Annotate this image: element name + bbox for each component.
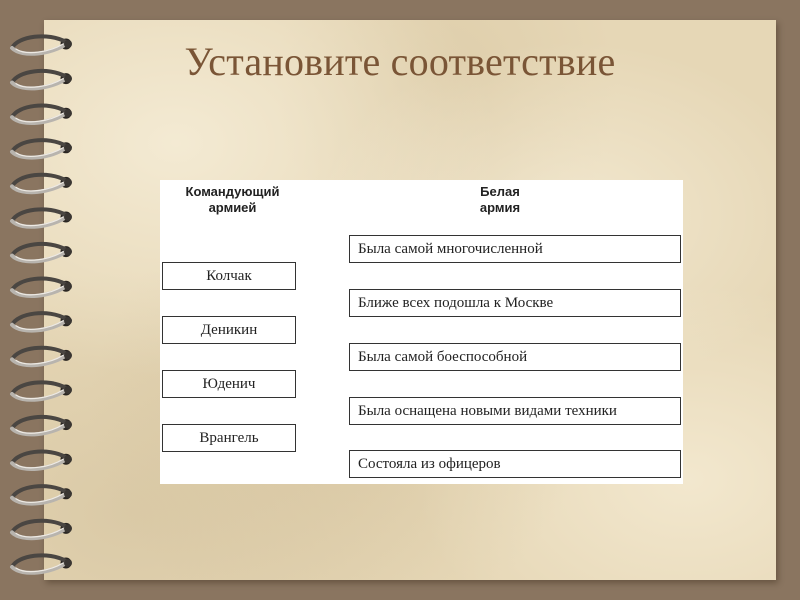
spiral-binding-ring-icon (12, 209, 72, 226)
description-box[interactable]: Состояла из офицеров (349, 450, 681, 478)
spiral-binding-ring-icon (12, 106, 72, 123)
matching-table (160, 180, 683, 484)
spiral-binding-ring-icon (12, 417, 72, 434)
commander-box[interactable]: Колчак (162, 262, 296, 290)
spiral-binding-ring-icon (12, 521, 72, 538)
description-box[interactable]: Была самой боеспособной (349, 343, 681, 371)
spiral-binding-ring-icon (12, 279, 72, 296)
spiral-binding-ring-icon (12, 555, 72, 572)
spiral-binding-ring-icon (12, 175, 72, 192)
commander-box[interactable]: Деникин (162, 316, 296, 344)
commander-box[interactable]: Юденич (162, 370, 296, 398)
spiral-binding (8, 30, 78, 575)
header-white-army: Белая армия (479, 184, 521, 215)
description-box[interactable]: Ближе всех подошла к Москве (349, 289, 681, 317)
commander-box[interactable]: Врангель (162, 424, 296, 452)
spiral-binding-ring-icon (12, 313, 72, 330)
spiral-binding-ring-icon (12, 382, 72, 399)
spiral-binding-ring-icon (12, 486, 72, 503)
spiral-binding-ring-icon (12, 452, 72, 469)
description-box[interactable]: Была оснащена новыми видами техники (349, 397, 681, 425)
description-box[interactable]: Была самой многочисленной (349, 235, 681, 263)
spiral-binding-ring-icon (12, 244, 72, 261)
slide-title: Установите соответствие (184, 39, 616, 84)
spiral-binding-ring-icon (12, 348, 72, 365)
spiral-binding-ring-icon (12, 140, 72, 157)
header-commander: Командующий армией (185, 184, 280, 215)
